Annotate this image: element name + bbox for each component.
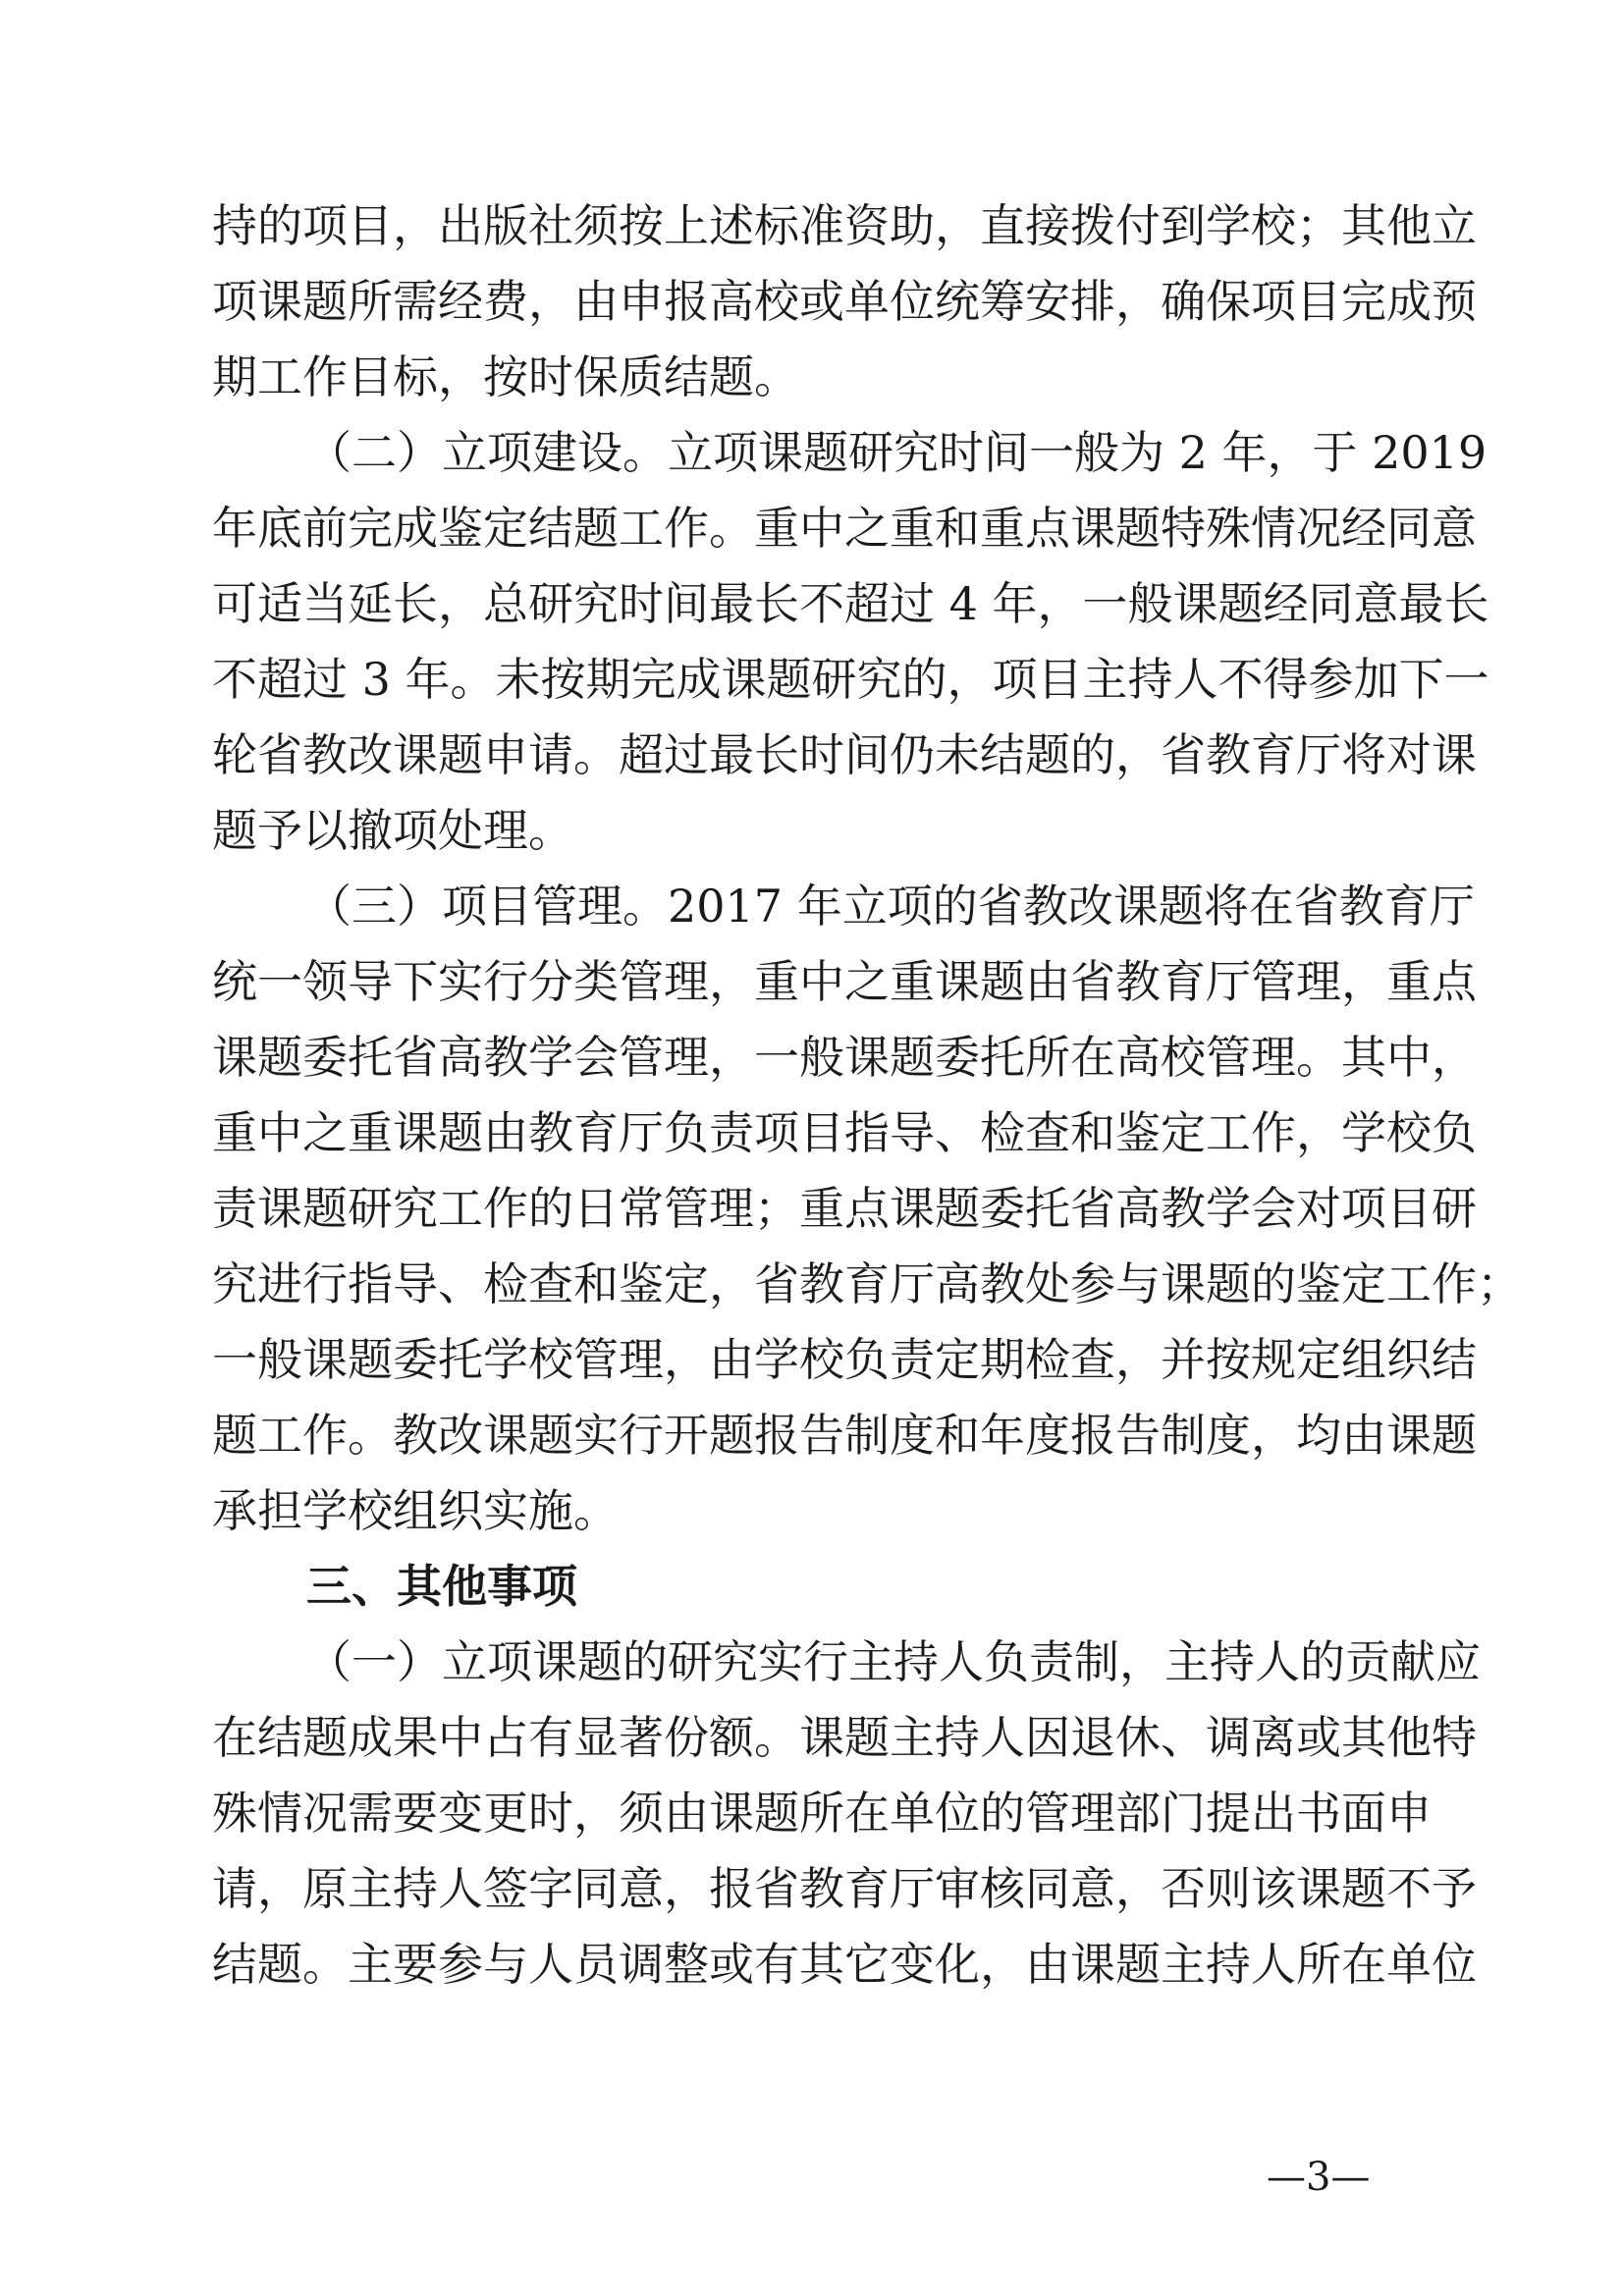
- body-line: 轮省教改课题申请。超过最长时间仍未结题的，省教育厅将对课: [212, 728, 1477, 781]
- body-line: 项课题所需经费，由申报高校或单位统筹安排，确保项目完成预: [212, 275, 1477, 328]
- body-line: 究进行指导、检查和鉴定，省教育厅高教处参与课题的鉴定工作；: [212, 1257, 1522, 1310]
- body-line: 责课题研究工作的日常管理；重点课题委托省高教学会对项目研: [212, 1182, 1477, 1235]
- body-line: 统一领导下实行分类管理，重中之重课题由省教育厅管理，重点: [212, 955, 1477, 1008]
- page-number: —3—: [1267, 2155, 1371, 2200]
- body-line: 题工作。教改课题实行开题报告制度和年度报告制度，均由课题: [212, 1409, 1477, 1462]
- body-line: 请，原主持人签字同意，报省教育厅审核同意，否则该课题不予: [212, 1862, 1477, 1915]
- body-line: 不超过 3 年。未按期完成课题研究的，项目主持人不得参加下一: [212, 653, 1489, 706]
- body-line: 持的项目，出版社须按上述标准资助，直接拨付到学校；其他立: [212, 199, 1477, 252]
- body-line: 在结题成果中占有显著份额。课题主持人因退休、调离或其他特: [212, 1711, 1477, 1764]
- body-line: 题予以撤项处理。: [212, 804, 573, 857]
- body-line: 结题。主要参与人员调整或有其它变化，由课题主持人所在单位: [212, 1938, 1477, 1991]
- body-line: 年底前完成鉴定结题工作。重中之重和重点课题特殊情况经同意: [212, 502, 1477, 555]
- body-line: 可适当延长，总研究时间最长不超过 4 年，一般课题经同意最长: [212, 577, 1489, 630]
- body-line: 课题委托省高教学会管理，一般课题委托所在高校管理。其中，: [212, 1031, 1477, 1084]
- body-line: 重中之重课题由教育厅负责项目指导、检查和鉴定工作，学校负: [212, 1106, 1477, 1159]
- paragraph-2-start: （二）立项建设。立项课题研究时间一般为 2 年，于 2019: [306, 426, 1488, 479]
- body-line: 承担学校组织实施。: [212, 1484, 619, 1537]
- body-line: 殊情况需要变更时，须由课题所在单位的管理部门提出书面申: [212, 1787, 1432, 1840]
- paragraph-3-start: （三）项目管理。2017 年立项的省教改课题将在省教育厅: [306, 880, 1475, 933]
- body-line: 期工作目标，按时保质结题。: [212, 350, 799, 403]
- paragraph-4-start: （一）立项课题的研究实行主持人负责制，主持人的贡献应: [306, 1635, 1481, 1688]
- section-heading: 三、其他事项: [306, 1560, 577, 1613]
- body-line: 一般课题委托学校管理，由学校负责定期检查，并按规定组织结: [212, 1333, 1477, 1386]
